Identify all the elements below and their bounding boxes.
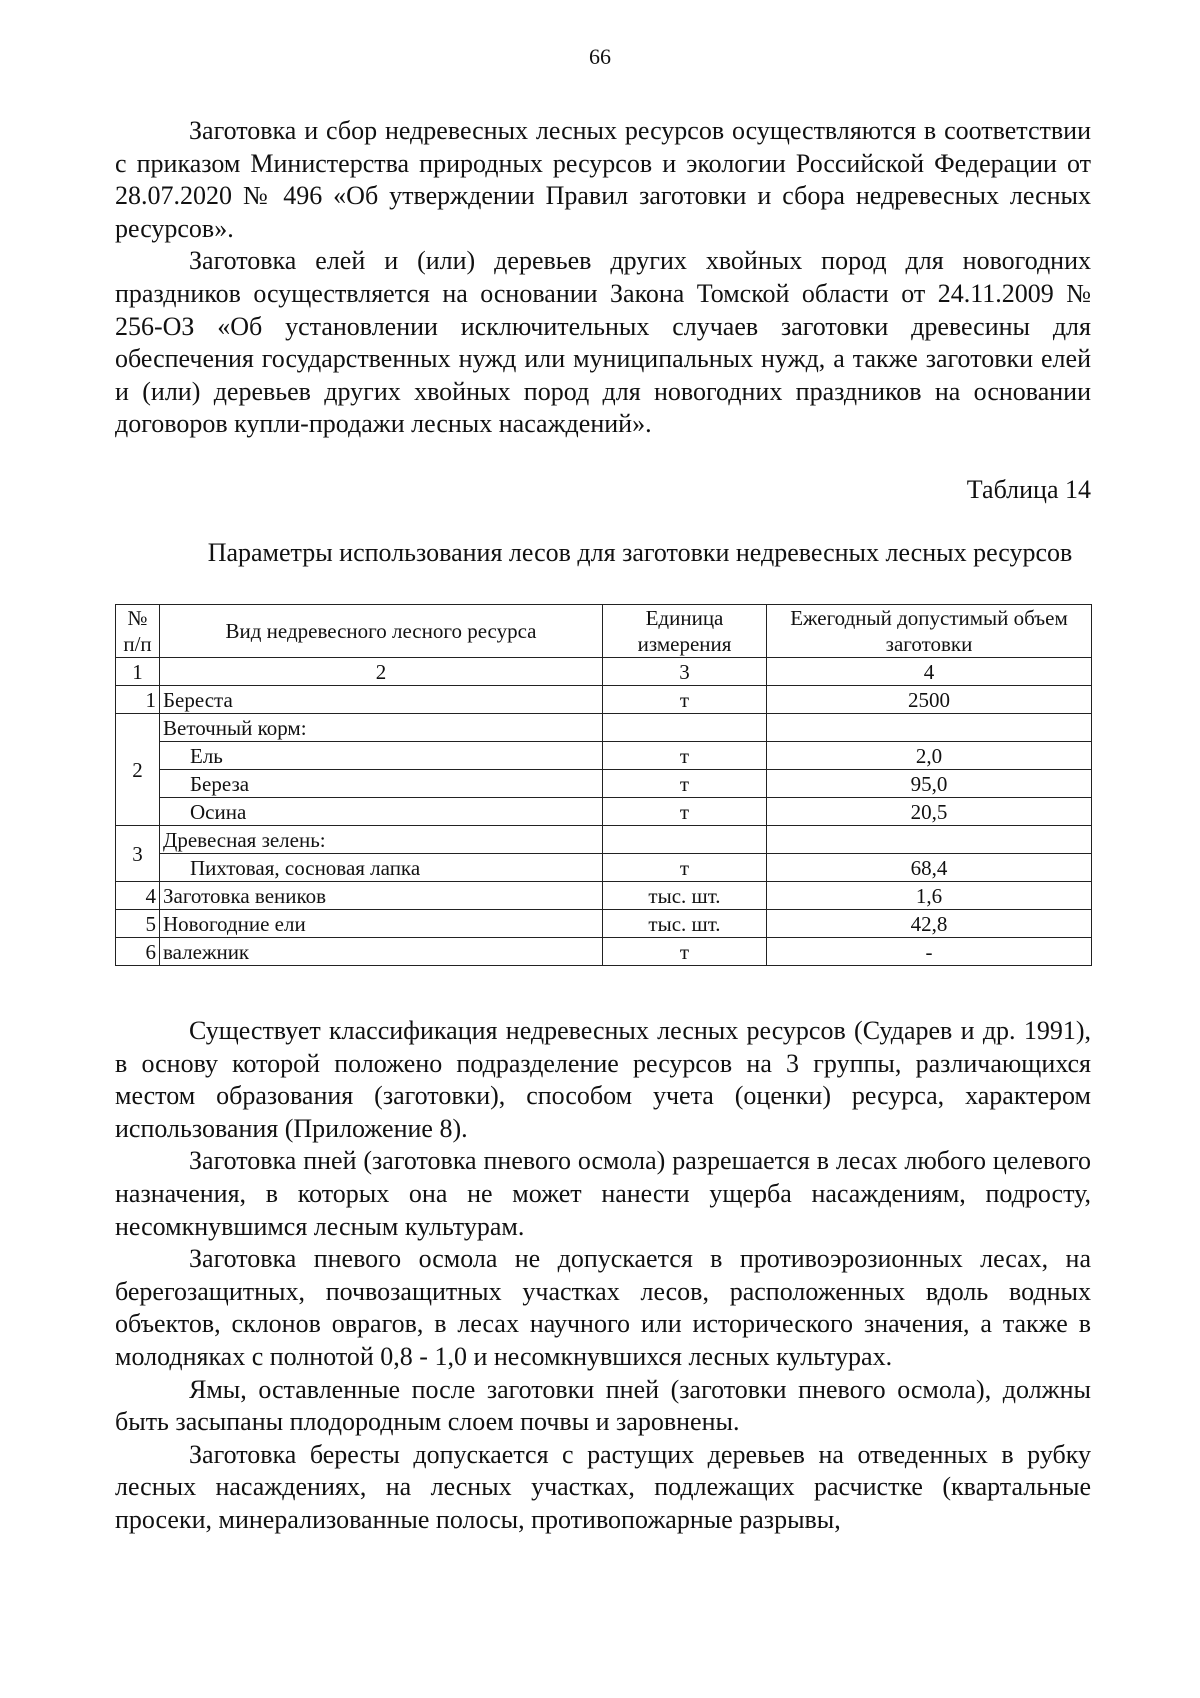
row-name: Заготовка веников (160, 882, 603, 910)
table-row (116, 798, 1092, 826)
table-row (116, 882, 1092, 910)
paragraph: Заготовка пней (заготовка пневого осмола) разрешается в лесах любого целевого назначения, в которых она не может нанести ущерба насаждениям, подросту, несомкнувшимся лесным культурам. (115, 1146, 1091, 1241)
table-header-row (116, 605, 1092, 658)
row-name: Древесная зелень: (160, 826, 603, 854)
table-row (116, 854, 1092, 882)
row-unit (603, 714, 767, 742)
header-volume: Ежегодный допустимый объем заготовки (767, 605, 1092, 658)
table-row (116, 826, 1092, 854)
row-num: 3 (116, 826, 160, 882)
row-num: 6 (116, 938, 160, 966)
row-unit: т (603, 742, 767, 770)
header-resource: Вид недревесного лесного ресурса (160, 605, 603, 658)
row-value: 68,4 (767, 854, 1092, 882)
row-unit: тыс. шт. (603, 882, 767, 910)
column-number: 2 (160, 658, 603, 686)
column-number: 3 (603, 658, 767, 686)
row-num: 2 (116, 714, 160, 826)
row-unit: тыс. шт. (603, 910, 767, 938)
table-label: Таблица 14 (966, 475, 1091, 504)
table-row (116, 686, 1092, 714)
table-row (116, 770, 1092, 798)
paragraph: Заготовка елей и (или) деревьев других хвойных пород для новогодних праздников осуществляется на основании Закона Томской области от 24.11.2009 № 256-ОЗ «Об установлении исключительных случаев заготовки древесины для обеспечения государственных нужд или муниципальных нужд, а также заготовки елей и (или) деревьев других хвойных пород для новогодних праздников на основании договоров купли-продажи лесных насаждений». (115, 246, 1091, 439)
column-number: 1 (116, 658, 160, 686)
row-unit: т (603, 770, 767, 798)
row-unit: т (603, 854, 767, 882)
row-unit (603, 826, 767, 854)
row-name: валежник (160, 938, 603, 966)
row-unit: т (603, 686, 767, 714)
column-number: 4 (767, 658, 1092, 686)
row-value (767, 714, 1092, 742)
row-value: 1,6 (767, 882, 1092, 910)
table-caption: Параметры использования лесов для заготовки недревесных лесных ресурсов (207, 538, 1073, 567)
row-value: 95,0 (767, 770, 1092, 798)
row-num: 5 (116, 910, 160, 938)
row-name: Осина (160, 798, 603, 826)
row-name: Береста (160, 686, 603, 714)
paragraph: Ямы, оставленные после заготовки пней (заготовки пневого осмола), должны быть засыпаны плодородным слоем почвы и заровнены. (115, 1374, 1091, 1437)
header-unit: Единица измерения (603, 605, 767, 658)
column-number-row (116, 658, 1092, 686)
intro-text (115, 115, 1091, 441)
row-num: 1 (116, 686, 160, 714)
row-name: Новогодние ели (160, 910, 603, 938)
page-number: 66 (589, 44, 611, 69)
table-row (116, 910, 1092, 938)
paragraph: Заготовка пневого осмола не допускается в противоэрозионных лесах, на берегозащитных, почвозащитных участках лесов, расположенных вдоль водных объектов, склонов оврагов, в лесах научного или исторического значения, а также в молодняках с полнотой 0,8 - 1,0 и несомкнувшихся лесных культурах. (115, 1244, 1091, 1371)
header-num: № п/п (116, 605, 160, 658)
row-value: 2,0 (767, 742, 1092, 770)
row-unit: т (603, 938, 767, 966)
row-value (767, 826, 1092, 854)
row-name: Пихтовая, сосновая лапка (160, 854, 603, 882)
row-unit: т (603, 798, 767, 826)
paragraph: Заготовка бересты допускается с растущих деревьев на отведенных в рубку лесных насаждениях, на лесных участках, подлежащих расчистке (квартальные просеки, минерализованные полосы, противопожарные разрывы, (115, 1439, 1091, 1534)
row-name: Береза (160, 770, 603, 798)
resources-table (115, 604, 1092, 966)
paragraph: Заготовка и сбор недревесных лесных ресурсов осуществляются в соответствии с приказом Министерства природных ресурсов и экологии Российской Федерации от 28.07.2020 № 496 «Об утверждении Правил заготовки и сбора недревесных лесных ресурсов». (115, 116, 1091, 243)
row-value: - (767, 938, 1092, 966)
table-row (116, 714, 1092, 742)
paragraph: Существует классификация недревесных лесных ресурсов (Сударев и др. 1991), в основу которой положено подразделение ресурсов на 3 группы, различающихся местом образования (заготовки), способом учета (оценки) ресурса, характером использования (Приложение 8). (115, 1016, 1091, 1143)
row-num: 4 (116, 882, 160, 910)
row-value: 2500 (767, 686, 1092, 714)
row-name: Ель (160, 742, 603, 770)
body-text (115, 1015, 1091, 1537)
table-row (116, 938, 1092, 966)
row-value: 20,5 (767, 798, 1092, 826)
table-row (116, 742, 1092, 770)
row-name: Веточный корм: (160, 714, 603, 742)
row-value: 42,8 (767, 910, 1092, 938)
